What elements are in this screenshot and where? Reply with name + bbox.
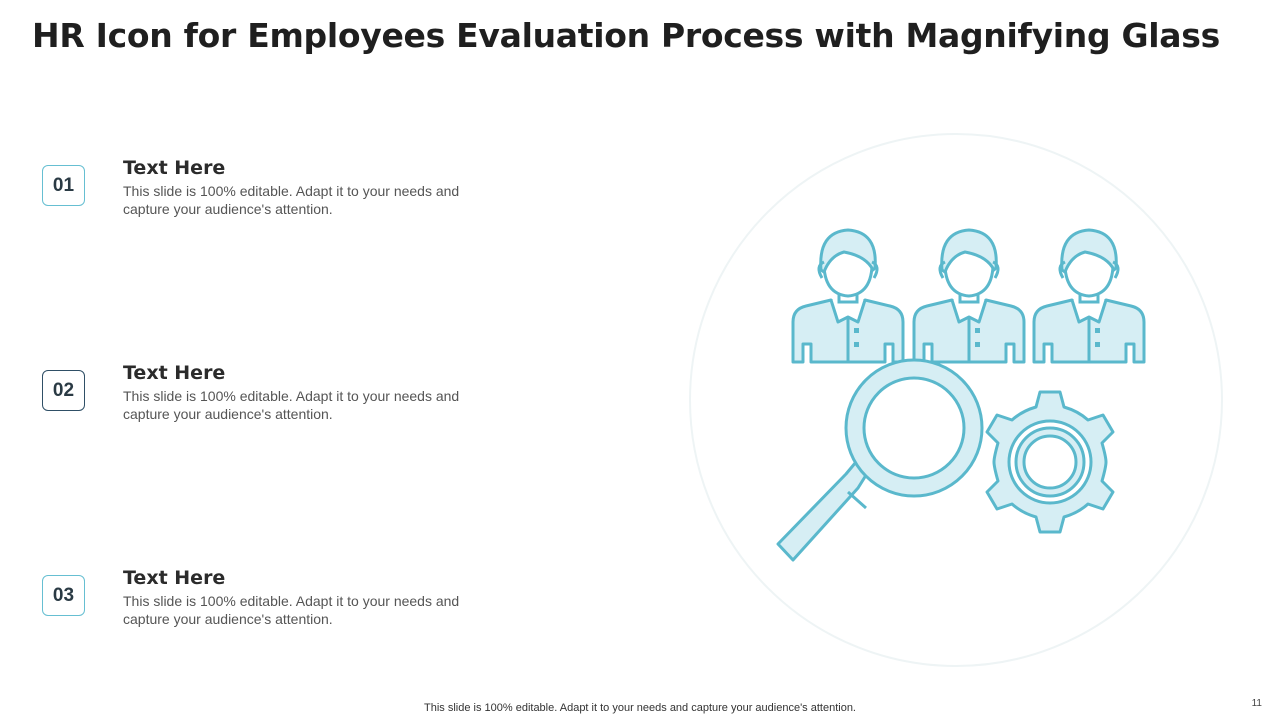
item-heading: Text Here bbox=[123, 567, 226, 589]
slide-title: HR Icon for Employees Evaluation Process with Magnifying Glass bbox=[32, 16, 1220, 55]
item-number-badge: 03 bbox=[42, 575, 85, 616]
footer-note: This slide is 100% editable. Adapt it to your needs and capture your audience's attention. bbox=[424, 702, 856, 714]
list-item bbox=[42, 362, 502, 432]
item-description: This slide is 100% editable. Adapt it to your needs and capture your audience's attention. bbox=[123, 593, 460, 627]
list-item bbox=[42, 567, 502, 637]
page-number: 11 bbox=[1251, 698, 1262, 709]
item-description: This slide is 100% editable. Adapt it to your needs and capture your audience's attention. bbox=[123, 183, 460, 217]
item-description: This slide is 100% editable. Adapt it to your needs and capture your audience's attention. bbox=[123, 388, 460, 422]
item-heading: Text Here bbox=[123, 362, 226, 384]
hr-evaluation-illustration bbox=[688, 132, 1224, 668]
item-number-badge: 01 bbox=[42, 165, 85, 206]
list-item bbox=[42, 157, 502, 227]
item-heading: Text Here bbox=[123, 157, 226, 179]
item-number-badge: 02 bbox=[42, 370, 85, 411]
